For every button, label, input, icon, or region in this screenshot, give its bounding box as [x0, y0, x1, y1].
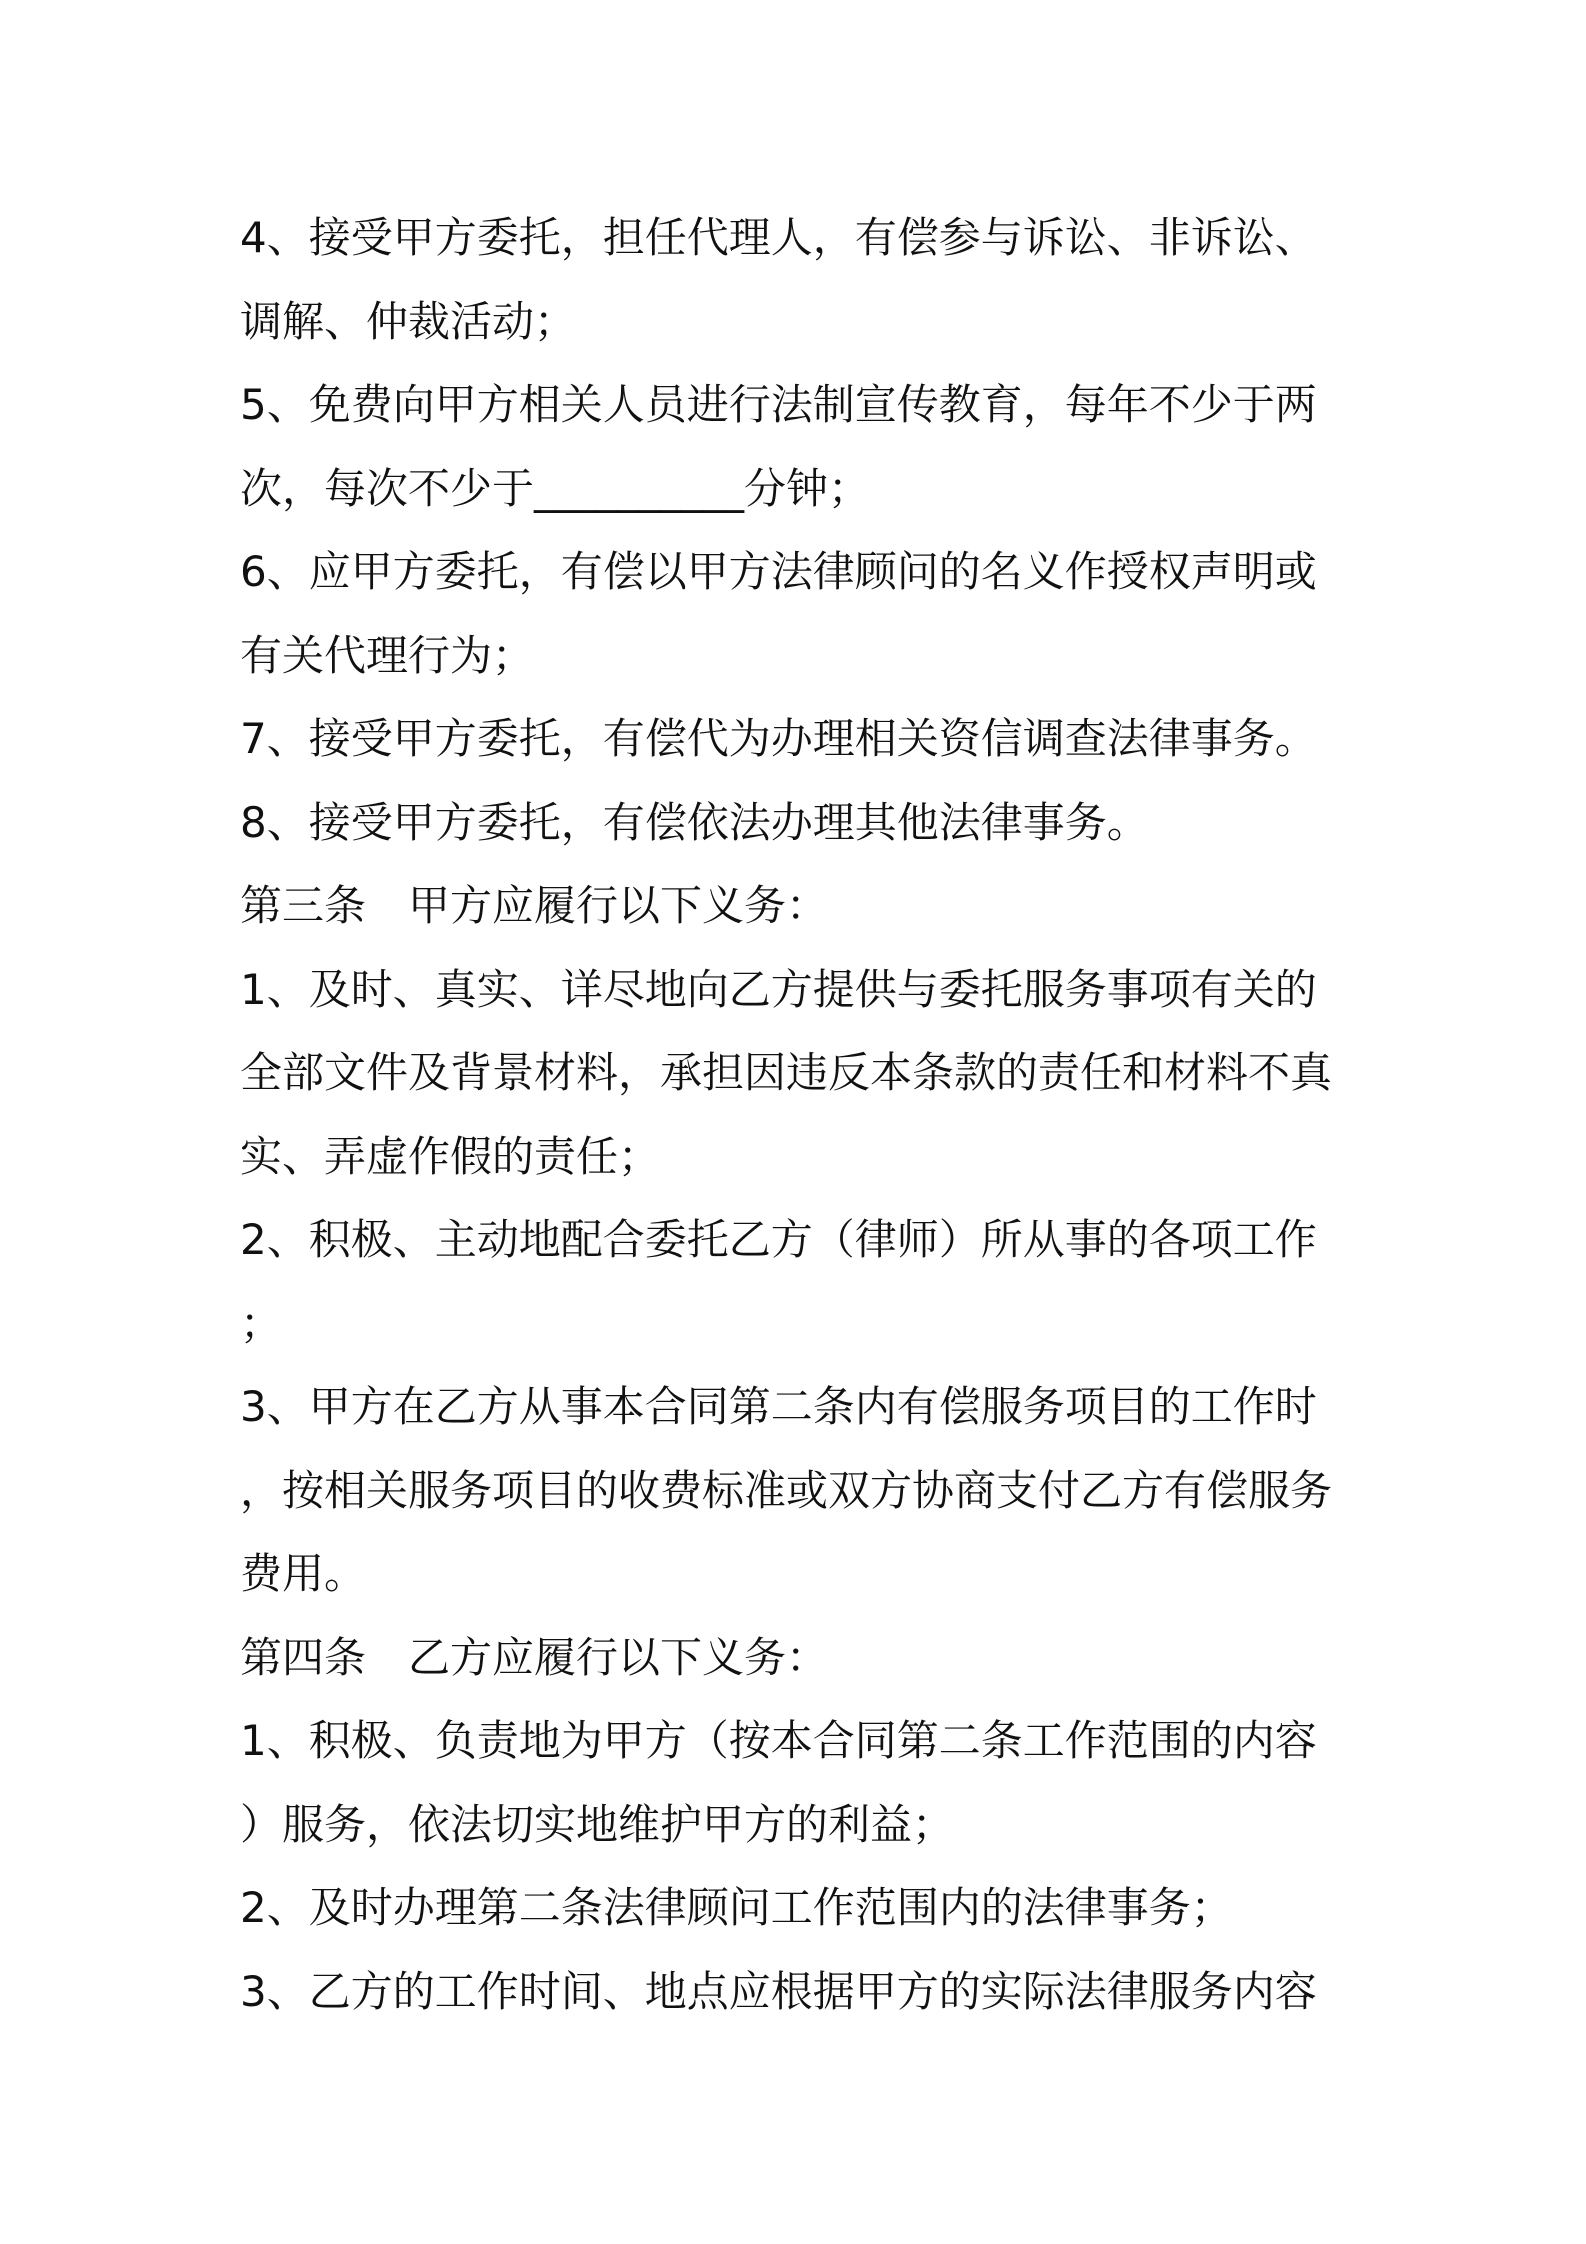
text-line: 费用。: [240, 1549, 367, 1598]
text-line: 1、及时、真实、详尽地向乙方提供与委托服务事项有关的: [240, 964, 1317, 1014]
document-body: [240, 196, 1360, 2033]
text-line: 1、积极、负责地为甲方（按本合同第二条工作范围的内容: [240, 1716, 1317, 1765]
text-line: 3、乙方的工作时间、地点应根据甲方的实际法律服务内容: [240, 1966, 1317, 2016]
text-line: 有关代理行为；: [240, 630, 535, 680]
text-line: 6、应甲方委托，有偿以甲方法律顾问的名义作授权声明或: [240, 547, 1317, 596]
text-line: 2、积极、主动地配合委托乙方（律师）所从事的各项工作: [240, 1215, 1317, 1264]
text-line: 调解、仲裁活动；: [240, 296, 577, 346]
section-heading: 第三条 甲方应履行以下义务：: [240, 881, 829, 930]
text-line: 4、接受甲方委托，担任代理人，有偿参与诉讼、非诉讼、: [240, 213, 1317, 262]
text-line: 7、接受甲方委托，有偿代为办理相关资信调查法律事务。: [240, 714, 1317, 763]
text-line: 实、弄虚作假的责任；: [240, 1131, 661, 1181]
text-line: 8、接受甲方委托，有偿依法办理其他法律事务。: [240, 797, 1149, 847]
text-line: 5、免费向甲方相关人员进行法制宣传教育，每年不少于两: [240, 380, 1317, 429]
text-line: ，按相关服务项目的收费标准或双方协商支付乙方有偿服务: [240, 1465, 1333, 1515]
section-heading: 第四条 乙方应履行以下义务：: [240, 1632, 829, 1682]
text-line: 2、及时办理第二条法律顾问工作范围内的法律事务；: [240, 1883, 1233, 1932]
text-line: ）服务，依法切实地维护甲方的利益；: [240, 1799, 955, 1849]
text-line: ；: [240, 1298, 283, 1348]
text-line: 3、甲方在乙方从事本合同第二条内有偿服务项目的工作时: [240, 1382, 1317, 1431]
text-line: 次，每次不少于__________分钟；: [240, 463, 871, 513]
text-line: 全部文件及背景材料，承担因违反本条款的责任和材料不真: [240, 1048, 1333, 1097]
